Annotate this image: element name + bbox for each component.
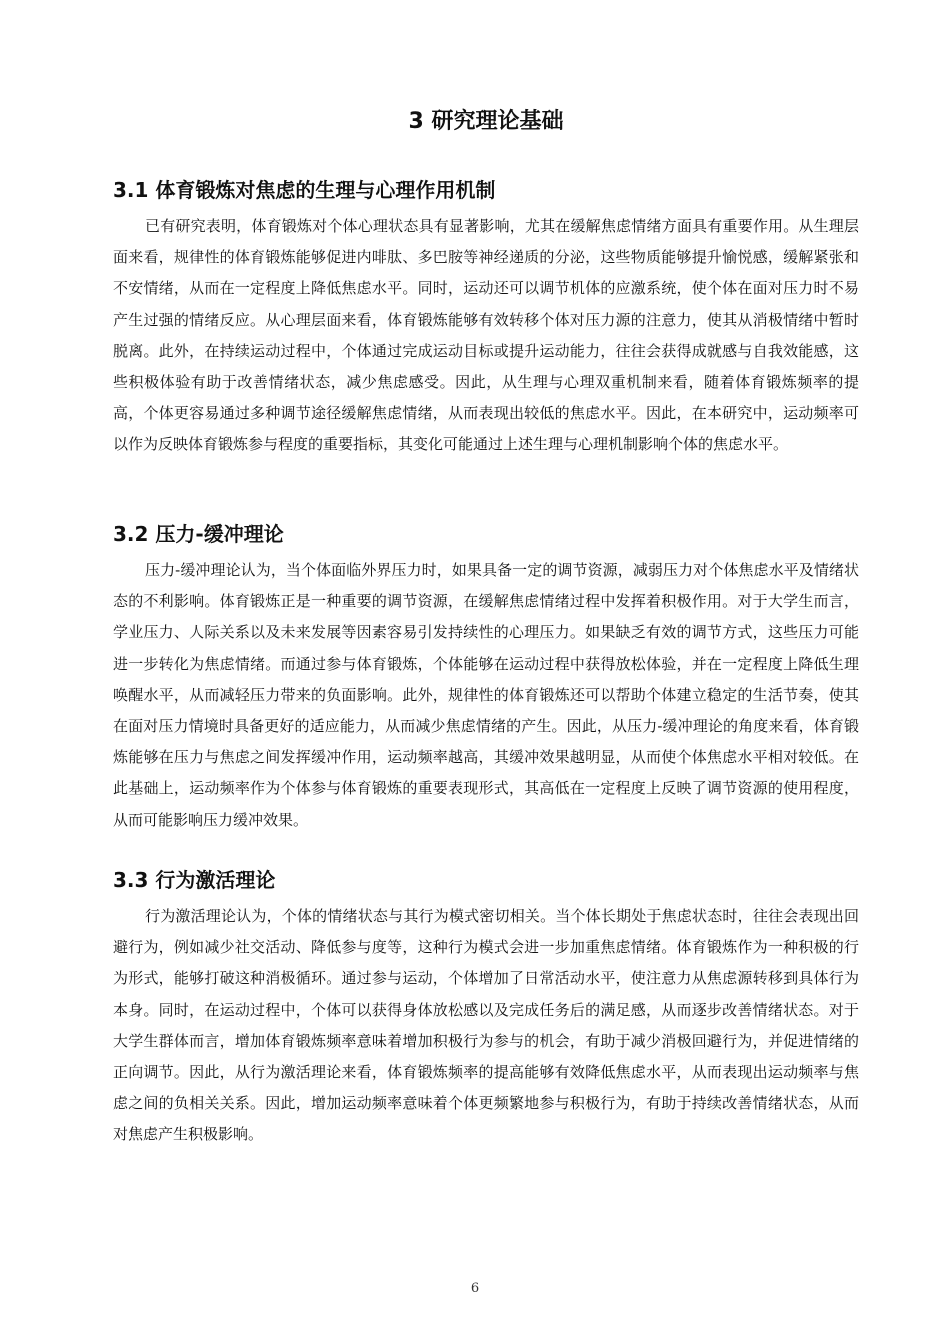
section-heading: 3.1 体育锻炼对焦虑的生理与心理作用机制: [113, 178, 496, 202]
section-paragraph: 已有研究表明，体育锻炼对个体心理状态具有显著影响，尤其在缓解焦虑情绪方面具有重要作用。从生理层面来看，规律性的体育锻炼能够促进内啡肽、多巴胺等神经递质的分泌，这些物质能够提升愉悦感，缓解紧张和不安情绪，从而在一定程度上降低焦虑水平。同时，运动还可以调节机体的应激系统，使个体在面对压力时不易产生过强的情绪反应。从心理层面来看，体育锻炼能够有效转移个体对压力源的注意力，使其从消极情绪中暂时脱离。此外，在持续运动过程中，个体通过完成运动目标或提升运动能力，往往会获得成就感与自我效能感，这些积极体验有助于改善情绪状态，减少焦虑感受。因此，从生理与心理双重机制来看，随着体育锻炼频率的提高，个体更容易通过多种调节途径缓解焦虑情绪，从而表现出较低的焦虑水平。因此，在本研究中，运动频率可以作为反映体育锻炼参与程度的重要指标，其变化可能通过上述生理与心理机制影响个体的焦虑水平。: [113, 217, 859, 454]
section-3-2: [113, 518, 859, 836]
section-heading: 3.2 压力-缓冲理论: [113, 522, 284, 546]
section-paragraph: 压力-缓冲理论认为，当个体面临外界压力时，如果具备一定的调节资源，减弱压力对个体焦虑水平及情绪状态的不利影响。体育锻炼正是一种重要的调节资源，在缓解焦虑情绪过程中发挥着积极作用。对于大学生而言，学业压力、人际关系以及未来发展等因素容易引发持续性的心理压力。如果缺乏有效的调节方式，这些压力可能进一步转化为焦虑情绪。而通过参与体育锻炼，个体能够在运动过程中获得放松体验，并在一定程度上降低生理唤醒水平，从而减轻压力带来的负面影响。此外，规律性的体育锻炼还可以帮助个体建立稳定的生活节奏，使其在面对压力情境时具备更好的适应能力，从而减少焦虑情绪的产生。因此，从压力-缓冲理论的角度来看，体育锻炼能够在压力与焦虑之间发挥缓冲作用，运动频率越高，其缓冲效果越明显，从而使个体焦虑水平相对较低。在此基础上，运动频率作为个体参与体育锻炼的重要表现形式，其高低在一定程度上反映了调节资源的使用程度，从而可能影响压力缓冲效果。: [113, 561, 859, 829]
section-heading: 3.3 行为激活理论: [113, 868, 276, 892]
section-3-3: [113, 864, 859, 1151]
page-number: 6: [470, 1281, 480, 1296]
section-paragraph: 行为激活理论认为，个体的情绪状态与其行为模式密切相关。当个体长期处于焦虑状态时，往往会表现出回避行为，例如减少社交活动、降低参与度等，这种行为模式会进一步加重焦虑情绪。体育锻炼作为一种积极的行为形式，能够打破这种消极循环。通过参与运动，个体增加了日常活动水平，使注意力从焦虑源转移到具体行为本身。同时，在运动过程中，个体可以获得身体放松感以及完成任务后的满足感，从而逐步改善情绪状态。对于大学生群体而言，增加体育锻炼频率意味着增加积极行为参与的机会，有助于减少消极回避行为，并促进情绪的正向调节。因此，从行为激活理论来看，体育锻炼频率的提高能够有效降低焦虑水平，从而表现出运动频率与焦虑之间的负相关关系。因此，增加运动频率意味着个体更频繁地参与积极行为，有助于持续改善情绪状态，从而对焦虑产生积极影响。: [113, 907, 859, 1144]
section-3-1: [113, 174, 859, 461]
chapter-title: 3 研究理论基础: [408, 109, 564, 134]
